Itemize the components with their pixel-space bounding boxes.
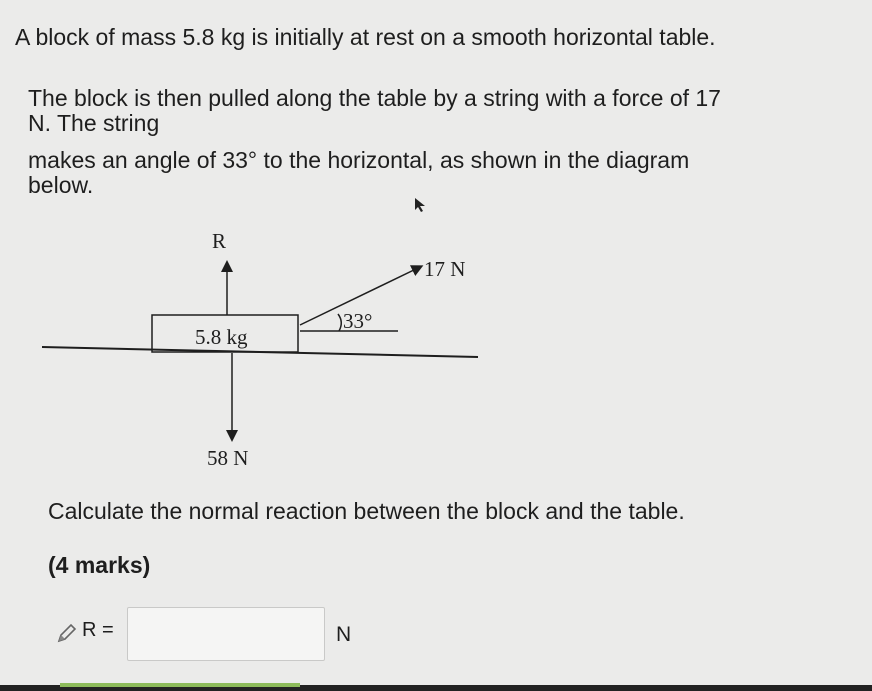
weight-label: 58 N — [207, 446, 249, 470]
angle-value: 33° — [222, 147, 258, 173]
question-line-4 — [28, 147, 689, 173]
reaction-label: R — [212, 229, 227, 253]
question-line-3: N. The string — [28, 110, 160, 136]
question-line-4-start: makes an angle of — [28, 147, 223, 173]
question-line-1: A block of mass 5.8 kg is initially at rest on a smooth horizontal table. — [15, 24, 716, 50]
marks-label: (4 marks) — [48, 552, 151, 578]
angle-label: 33° — [343, 309, 373, 333]
question-line-2: The block is then pulled along the table by a string with a force of 17 — [28, 85, 721, 111]
question-line-4-end: to the horizontal, as shown in the diagram — [257, 147, 690, 173]
question-line-5: below. — [28, 172, 94, 198]
answer-row — [55, 585, 455, 665]
force-diagram — [0, 200, 500, 490]
answer-label: R = — [82, 619, 114, 641]
bottom-accent-bar — [60, 683, 300, 687]
mouse-cursor-icon — [414, 197, 428, 213]
angle-arc — [338, 314, 341, 331]
pencil-icon — [55, 621, 79, 645]
answer-unit: N — [336, 623, 352, 646]
force-label: 17 N — [424, 257, 466, 281]
answer-input[interactable] — [127, 607, 325, 661]
task-text: Calculate the normal reaction between the block and the table. — [48, 498, 685, 524]
mass-label: 5.8 kg — [195, 325, 248, 349]
